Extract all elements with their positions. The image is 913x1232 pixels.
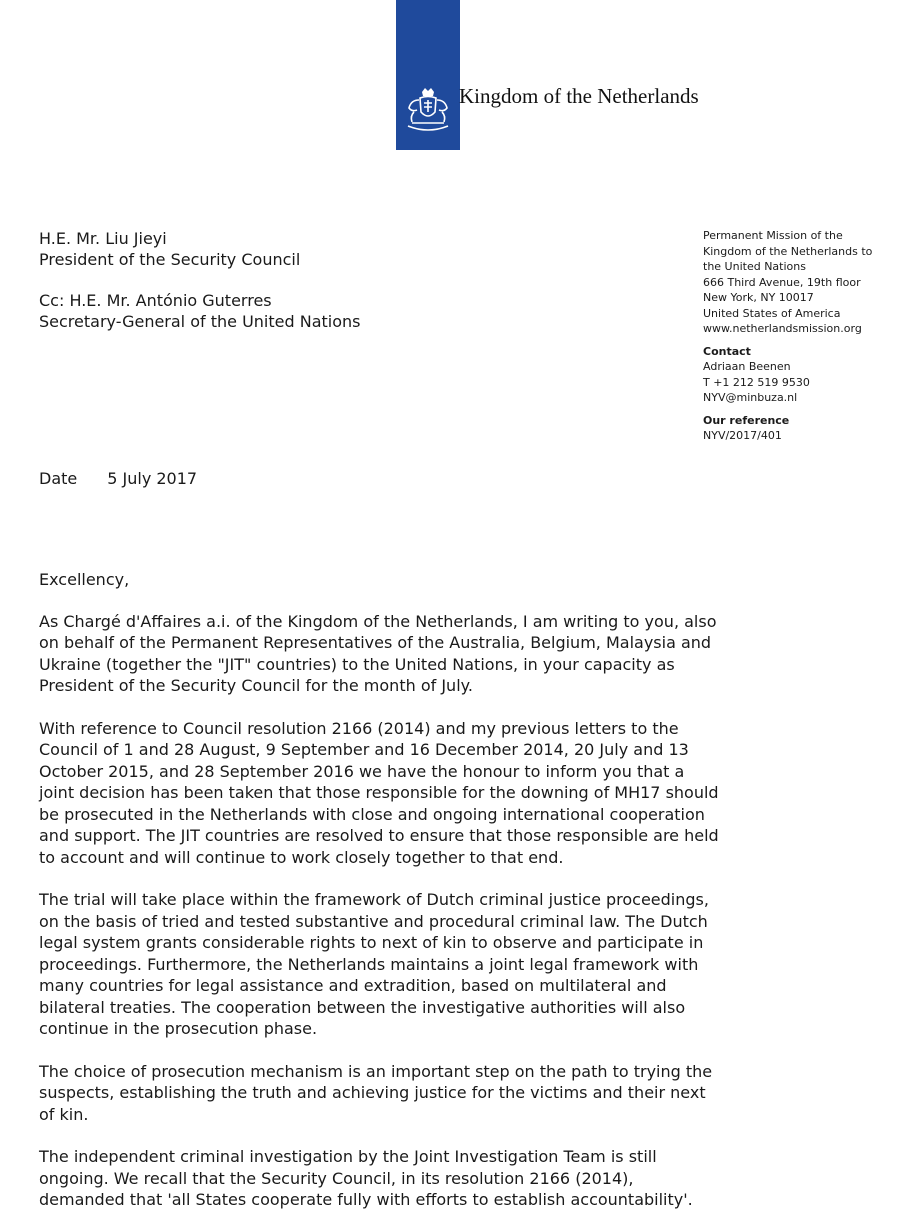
- date-value: 5 July 2017: [107, 469, 198, 488]
- body-paragraph: The trial will take place within the framework of Dutch criminal justice proceedings, on the basis of tried and tested substantive and procedural criminal law. The Dutch legal system grants considerable rights to next of kin to observe and participate in proceedings. Furthermore, the Netherlands maintains a joint legal framework with many countries for legal assistance and extradition, based on multilateral and bilateral treaties. The cooperation between the investigative authorities will also continue in the prosecution phase.: [39, 890, 709, 1038]
- netherlands-coat-of-arms-icon: [400, 82, 456, 138]
- body-paragraph: The choice of prosecution mechanism is an important step on the path to trying the suspects, establishing the truth and achieving justice for the victims and their next of kin.: [39, 1061, 713, 1124]
- sender-address-line: Permanent Mission of the: [703, 229, 843, 242]
- contact-phone: T +1 212 519 9530: [703, 375, 810, 389]
- body-paragraph: The independent criminal investigation by the Joint Investigation Team is still ongoing. We recall that the Security Council, in its resolution 2166 (2014), demanded that 'all States cooperate fully with efforts to establish accountability'.: [39, 1147, 693, 1209]
- body-paragraph: As Chargé d'Affaires a.i. of the Kingdom of the Netherlands, I am writing to you, also on behalf of the Permanent Representatives of the Australia, Belgium, Malaysia and Ukraine (together the "JIT" countries) to the United Nations, in your capacity as President of the Security Council for the month of July.: [39, 611, 717, 695]
- sender-address-line: the United Nations: [703, 260, 806, 273]
- letter-body: [39, 569, 719, 1232]
- sender-website: www.netherlandsmission.org: [703, 322, 862, 335]
- sender-address-line: 666 Third Avenue, 19th floor: [703, 275, 861, 289]
- date-line: [39, 469, 197, 488]
- addressee-title: President of the Security Council: [39, 250, 301, 269]
- sender-address-line: Kingdom of the Netherlands to: [703, 244, 873, 258]
- sender-address-line: New York, NY 10017: [703, 291, 814, 304]
- reference-value: NYV/2017/401: [703, 429, 782, 442]
- contact-label: Contact: [703, 344, 751, 358]
- addressee-name: H.E. Mr. Liu Jieyi: [39, 229, 167, 248]
- sender-info: [703, 228, 872, 444]
- cc-name: Cc: H.E. Mr. António Guterres: [39, 291, 272, 310]
- salutation: Excellency,: [39, 570, 130, 589]
- contact-email: NYV@minbuza.nl: [703, 391, 798, 404]
- cc-title: Secretary-General of the United Nations: [39, 312, 361, 331]
- date-label: Date: [39, 469, 78, 488]
- addressee-block: [39, 228, 360, 332]
- contact-name: Adriaan Beenen: [703, 360, 791, 373]
- sender-address-line: United States of America: [703, 306, 841, 320]
- body-paragraph: With reference to Council resolution 2166 (2014) and my previous letters to the Council of 1 and 28 August, 9 September and 16 December 2014, 20 July and 13 October 2015, and 28 September 2016 we have the honour to inform you that a joint decision has been taken that those responsible for the downing of MH17 should be prosecuted in the Netherlands with close and ongoing international cooperation and support. The JIT countries are resolved to ensure that those responsible are held to account and will continue to work closely together to that end.: [39, 718, 719, 867]
- org-name: Kingdom of the Netherlands: [459, 84, 699, 108]
- reference-label: Our reference: [703, 413, 790, 427]
